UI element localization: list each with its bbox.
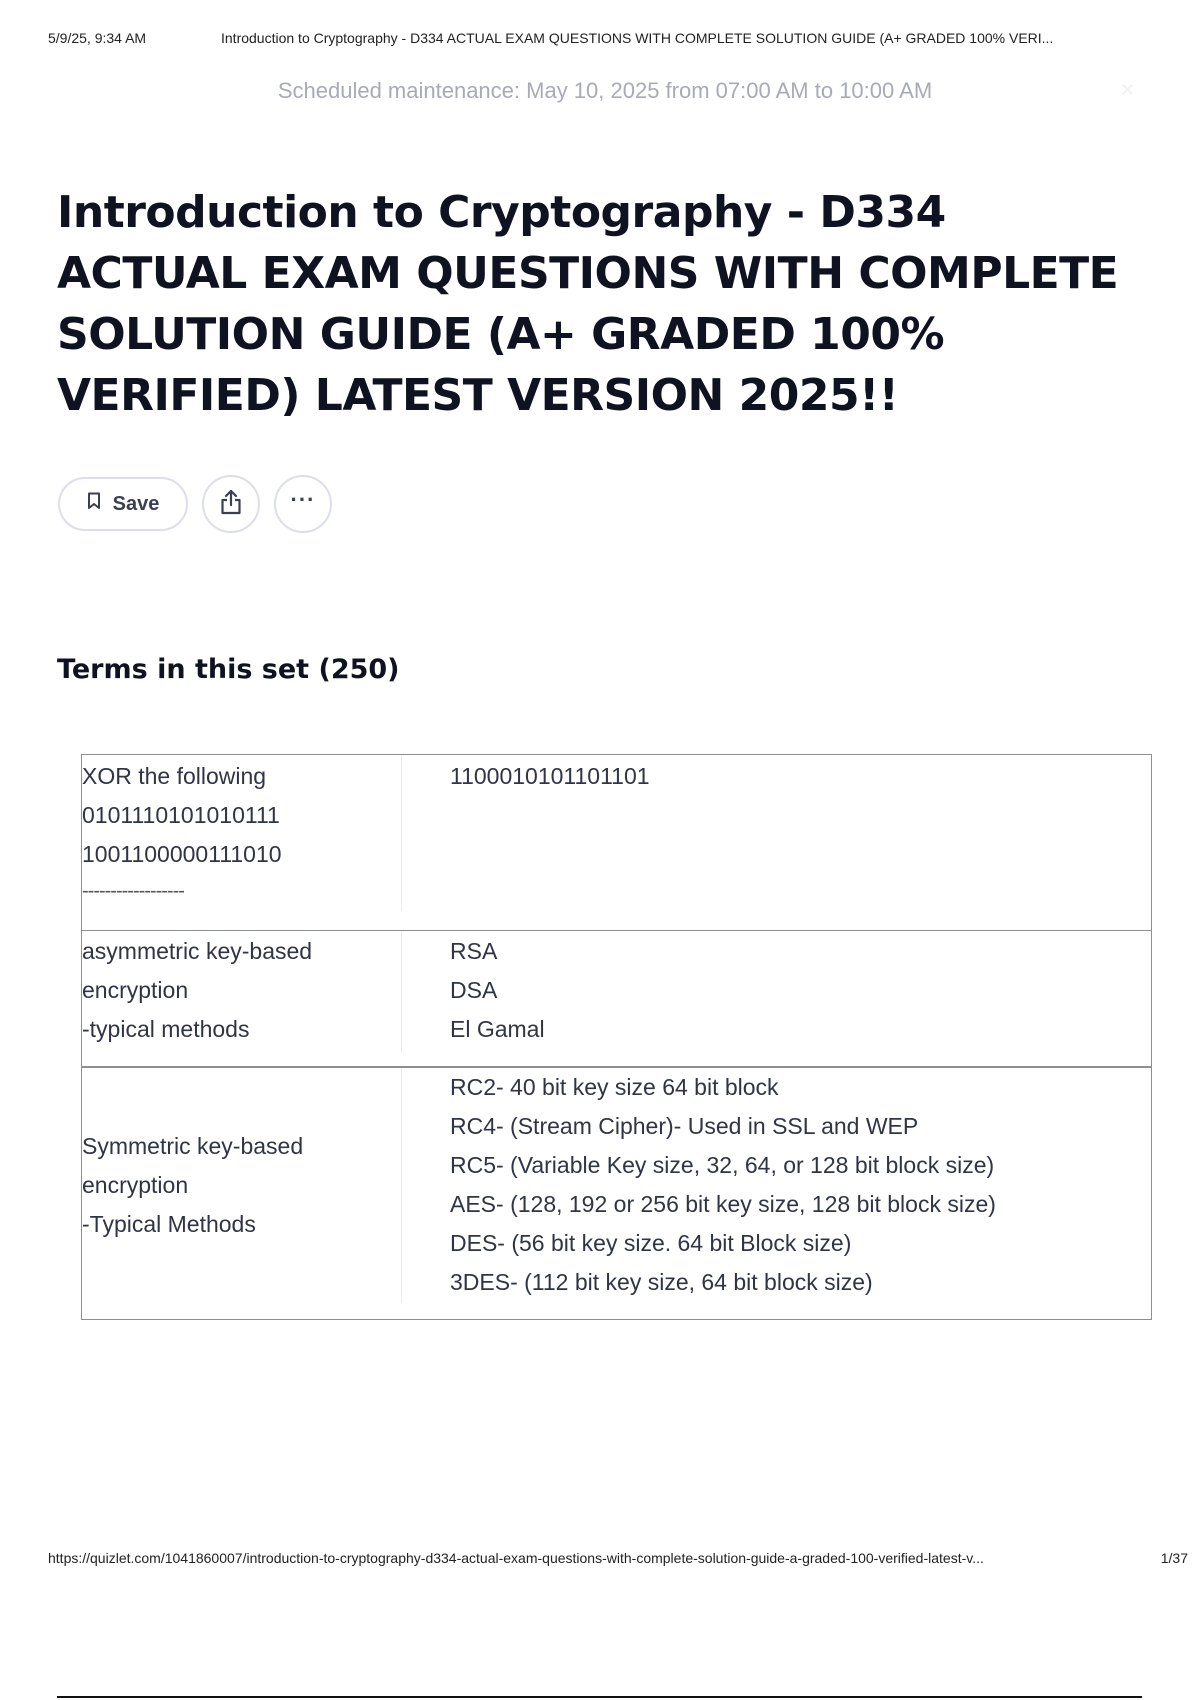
set-actions — [58, 477, 332, 533]
term-line: -typical methods — [82, 1016, 250, 1042]
definition-line: 1100010101101101 — [450, 763, 650, 789]
maintenance-banner: Scheduled maintenance: May 10, 2025 from 07:00 AM to 10:00 AM — [277, 78, 933, 103]
term-text — [82, 931, 402, 1053]
term-card — [82, 755, 1151, 931]
term-card — [82, 1067, 1151, 1319]
term-line: encryption — [82, 977, 189, 1003]
term-line: 0101110101010111 — [82, 802, 280, 828]
term-line: ------------------ — [82, 880, 184, 902]
definition-line: RC5- (Variable Key size, 32, 64, or 128 bit block size) — [450, 1152, 995, 1178]
share-icon — [219, 489, 243, 520]
definition-line: RSA — [450, 938, 498, 964]
terms-heading: Terms in this set (250) — [57, 654, 400, 685]
save-button[interactable] — [58, 477, 188, 531]
definition-line: DES- (56 bit key size. 64 bit Block size) — [450, 1230, 852, 1256]
definition-line: RC2- 40 bit key size 64 bit block — [450, 1074, 779, 1100]
term-line: -Typical Methods — [82, 1211, 256, 1237]
more-icon: ··· — [290, 487, 316, 512]
print-date: 5/9/25, 9:34 AM — [48, 30, 147, 46]
term-line: XOR the following — [82, 763, 267, 789]
bookmark-icon — [87, 492, 101, 516]
print-url: https://quizlet.com/1041860007/introduction-to-cryptography-d334-actual-exam-questions-with-complete-solution-guide-a-graded-100-verified-latest-v... — [48, 1550, 984, 1566]
definition-line: DSA — [450, 977, 498, 1003]
term-text — [82, 1068, 402, 1303]
term-line: encryption — [82, 1172, 189, 1198]
term-card — [82, 931, 1151, 1067]
definition-text — [402, 755, 1151, 913]
close-icon[interactable]: ✕ — [1120, 80, 1136, 100]
definition-text — [402, 1068, 1151, 1319]
term-line: Symmetric key-based — [82, 1133, 304, 1159]
divider — [57, 1696, 1142, 1698]
definition-line: 3DES- (112 bit key size, 64 bit block size) — [450, 1269, 873, 1295]
terms-table — [81, 754, 1152, 1320]
term-line: 1001100000111010 — [82, 841, 282, 867]
more-button[interactable] — [274, 475, 332, 533]
definition-line: El Gamal — [450, 1016, 545, 1042]
definition-line: AES- (128, 192 or 256 bit key size, 128 bit block size) — [450, 1191, 996, 1217]
definition-line: RC4- (Stream Cipher)- Used in SSL and WEP — [450, 1113, 919, 1139]
page-number: 1/37 — [1160, 1550, 1188, 1566]
save-label: Save — [112, 492, 160, 515]
page-title: Introduction to Cryptography - D334 ACTUAL EXAM QUESTIONS WITH COMPLETE SOLUTION GUIDE (A+ GRADED 100% VERIFIED) LATEST VERSION 2025!! — [57, 187, 1119, 421]
share-button[interactable] — [202, 475, 260, 533]
print-header — [48, 30, 1180, 52]
term-text — [82, 755, 402, 911]
print-doc-title: Introduction to Cryptography - D334 ACTUAL EXAM QUESTIONS WITH COMPLETE SOLUTION GUIDE (A+ GRADED 100% VERI... — [221, 30, 1054, 46]
term-line: asymmetric key-based — [82, 938, 313, 964]
definition-text — [402, 931, 1151, 1054]
